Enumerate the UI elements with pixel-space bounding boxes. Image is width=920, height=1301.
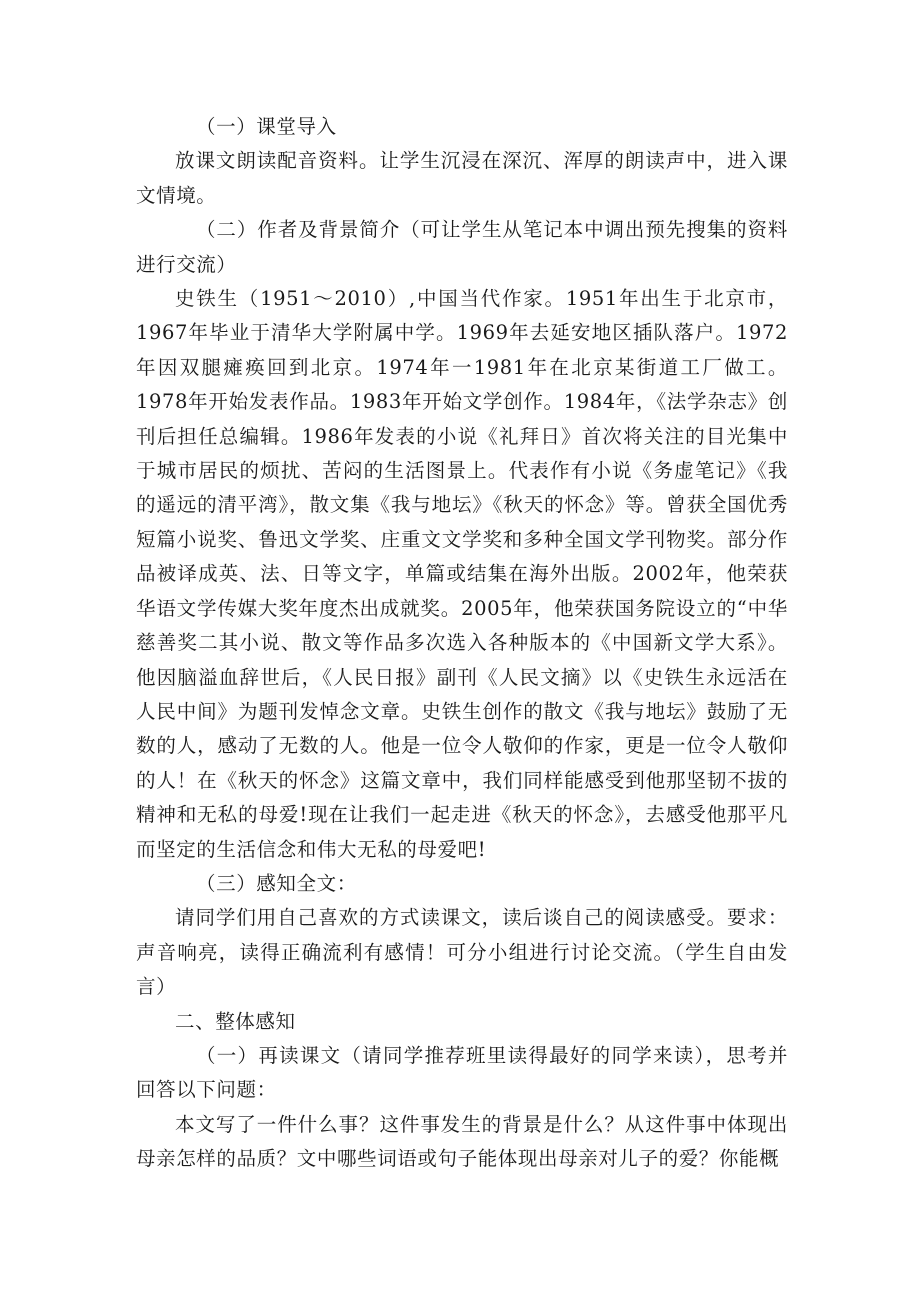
document-page [136, 110, 788, 1177]
paragraph-reading-requirements: 请同学们用自己喜欢的方式读课文，读后谈自己的阅读感受。要求：声音响亮，读得正确流利有感情！可分小组进行讨论交流。（学生自由发言） [136, 906, 788, 999]
section-heading-perceive-text: （三）感知全文： [196, 871, 357, 895]
paragraph-intro-reading: 放课文朗读配音资料。让学生沉浸在深沉、浑厚的朗读声中，进入课文情境。 [136, 149, 788, 207]
paragraph-author-biography: 史铁生（1951～2010）,中国当代作家。1951年出生于北京市，1967年毕业于清华大学附属中学。1969年去延安地区插队落户。1972年因双腿瘫痪回到北京。1974年一1981年在北京某街道工厂做工。1978年开始发表作品。1983年开始文学创作。1984年，《法学杂志》创刊后担任总编辑。1986年发表的小说《礼拜日》首次将关注的目光集中于城市居民的烦扰、苦闷的生活图景上。代表作有小说《务虚笔记》《我的遥远的清平湾》，散文集《我与地坛》《秋天的怀念》等。曾获全国优秀短篇小说奖、鲁迅文学奖、庄重文文学奖和多种全国文学刊物奖。部分作品被译成英、法、日等文字，单篇或结集在海外出版。2002年，他荣获华语文学传媒大奖年度杰出成就奖。2005年，他荣获国务院设立的“中华慈善奖二其小说、散文等作品多次选入各种版本的《中国新文学大系》。他因脑溢血辞世后，《人民日报》副刊《人民文摘》以《史铁生永远活在人民中间》为题刊发悼念文章。史铁生创作的散文《我与地坛》鼓励了无数的人，感动了无数的人。他是一位令人敬仰的作家，更是一位令人敬仰的人！在《秋天的怀念》这篇文章中，我们同样能感受到他那坚韧不拔的精神和无私的母爱!现在让我们一起走进《秋天的怀念》，去感受他那平凡而坚定的生活信念和伟大无私的母爱吧! [136, 287, 788, 861]
section-heading-author-background: （二）作者及背景简介（可让学生从笔记本中调出预先搜集的资料进行交流） [136, 218, 788, 276]
section-heading-reread: （一）再读课文（请同学推荐班里读得最好的同学来读），思考并回答以下问题： [136, 1043, 788, 1102]
section-heading-class-intro: （一）课堂导入 [196, 115, 337, 138]
paragraph-questions: 本文写了一件什么事？这件事发生的背景是什么？从这件事中体现出母亲怎样的品质？文中哪些词语或句子能体现出母亲对儿子的爱？你能概 [136, 1112, 788, 1171]
section-heading-overall-perception: 二、整体感知 [175, 1009, 296, 1033]
